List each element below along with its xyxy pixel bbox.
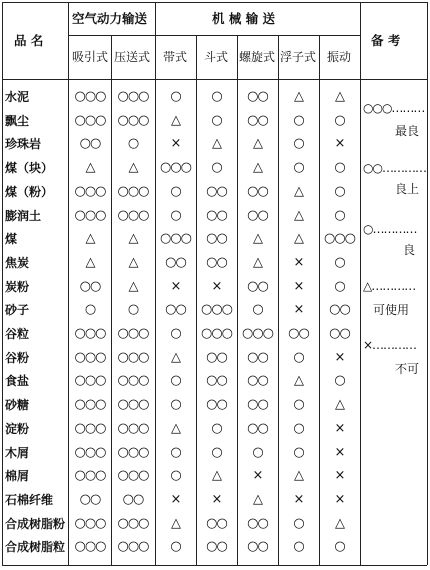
rating-cell: ○○○ [74, 397, 106, 413]
rating-cell: × [211, 491, 222, 507]
rating-cell: ○ [211, 420, 222, 436]
rating-cell: ○ [170, 444, 181, 460]
rating-cell: ○○ [247, 112, 268, 128]
rating-cell: △ [253, 254, 262, 270]
rating-cell: ○ [293, 160, 304, 176]
rating-cell: ○○○ [117, 515, 149, 531]
rating-cell: × [334, 420, 345, 436]
rating-cell: × [293, 278, 304, 294]
rating-cell: ○ [84, 302, 96, 318]
rating-cell: × [334, 491, 345, 507]
rating-cell: ○○ [206, 254, 227, 270]
rating-cell: ○○ [329, 326, 350, 341]
rating-cell: ○ [127, 136, 139, 152]
rating-cell: ○○ [247, 515, 268, 531]
rating-cell: ○○○ [74, 420, 106, 436]
rating-cell: △ [212, 468, 221, 484]
rating-cell: ○○ [247, 539, 268, 555]
rating-cell: ○○○ [117, 397, 149, 413]
rating-cell: ○○ [247, 89, 268, 104]
rating-cell: × [334, 444, 345, 460]
row-label: 珍珠岩 [5, 137, 42, 152]
legend-label-best: 最良 [395, 124, 420, 138]
rating-cell: ○ [170, 468, 181, 484]
rating-cell: ○○○ [323, 231, 356, 247]
rating-cell: ○○ [206, 349, 227, 365]
rating-cell: ○○ [247, 207, 268, 223]
rating-cell: ○○ [165, 254, 186, 270]
legend-label-good-plus: 良上 [395, 182, 420, 196]
rating-cell: △ [253, 231, 262, 247]
rule-left [2, 2, 3, 565]
rating-cell: × [334, 349, 345, 365]
rating-cell: ○ [293, 420, 304, 436]
row-label: 石棉纤维 [5, 492, 54, 507]
rating-cell: ○○○ [74, 515, 106, 531]
rating-cell: ○ [334, 254, 345, 270]
rating-cell: ○○○ [117, 539, 149, 555]
rating-cell: ○○ [247, 373, 268, 389]
legend-symbol-good-plus: ○○………… [363, 161, 426, 175]
rating-cell: × [293, 254, 304, 270]
rating-cell: ○○○ [159, 231, 192, 247]
rating-cell: ○ [170, 326, 181, 341]
rating-cell: ○ [170, 89, 181, 104]
rating-cell: × [252, 468, 263, 484]
rating-cell: ○ [334, 160, 345, 176]
rating-cell: △ [85, 160, 95, 176]
rating-cell: ○○ [288, 326, 309, 341]
rating-cell: △ [294, 373, 303, 389]
rule-header-bottom [2, 79, 427, 80]
rating-cell: ○ [293, 539, 304, 555]
rule-name-col [68, 2, 69, 565]
rating-cell: △ [294, 231, 303, 247]
header-remarks: 备 考 [371, 33, 401, 48]
rating-cell: ○○○ [74, 183, 106, 199]
rating-cell: ○○ [165, 302, 186, 318]
rating-cell: △ [253, 160, 262, 176]
rating-cell: ○○○ [117, 444, 149, 460]
rule-air-1 [111, 35, 112, 565]
legend-symbol-unusable: ×………… [363, 338, 417, 352]
rating-cell: ○ [252, 444, 263, 460]
rating-cell: ○ [334, 373, 345, 389]
row-label: 木屑 [5, 445, 30, 460]
rating-cell: ○ [170, 207, 181, 223]
rating-cell: ○ [170, 183, 181, 199]
rating-cell: △ [212, 136, 221, 152]
rating-cell: ○ [170, 397, 181, 413]
rating-cell: △ [335, 89, 344, 104]
rating-cell: ○○ [206, 515, 227, 531]
rating-cell: × [170, 136, 181, 152]
row-label: 谷粉 [5, 350, 30, 365]
rating-cell: ○○ [206, 207, 227, 223]
rating-cell: ○○○ [74, 326, 106, 341]
rating-cell: ○○ [206, 397, 227, 413]
row-label: 食盐 [5, 374, 30, 389]
rating-cell: ○○○ [241, 326, 274, 341]
rating-cell: △ [294, 183, 303, 199]
subheader-float: 浮子式 [280, 50, 317, 64]
rating-cell: × [170, 491, 181, 507]
rating-cell: ○○○ [74, 468, 106, 484]
rule-remarks [360, 2, 361, 565]
row-label: 煤 [5, 232, 18, 247]
rating-cell: ○ [252, 302, 263, 318]
row-label: 水泥 [5, 90, 30, 104]
rating-cell: × [211, 278, 222, 294]
header-air: 空气动力输送 [72, 11, 148, 26]
rating-cell: ○○ [247, 420, 268, 436]
rating-cell: × [170, 278, 181, 294]
rule-top [2, 2, 427, 3]
row-label: 砂糖 [5, 398, 30, 413]
row-label: 煤（粉） [5, 184, 54, 199]
rating-cell: ○ [293, 349, 304, 365]
rating-cell: ○○○ [117, 373, 149, 389]
rating-cell: △ [128, 278, 138, 294]
rating-cell: ○○○ [117, 183, 149, 199]
rating-cell: ○○ [206, 183, 227, 199]
rating-cell: ○○ [79, 491, 101, 507]
rating-cell: ○○ [79, 278, 101, 294]
row-label: 飘尘 [5, 113, 30, 128]
rating-cell: △ [253, 491, 262, 507]
rating-cell: ○ [293, 112, 304, 128]
rating-cell: ○○○ [117, 89, 149, 104]
rating-cell: ○ [334, 183, 345, 199]
rating-cell: ○○○ [117, 349, 149, 365]
rating-cell: ○ [334, 278, 345, 294]
rating-cell: △ [335, 397, 344, 413]
row-label: 膨润土 [5, 208, 42, 223]
subheader-screw: 螺旋式 [239, 50, 276, 64]
rule-right [427, 2, 428, 565]
rating-cell: ○ [293, 136, 304, 152]
rating-cell: ○ [211, 112, 222, 128]
row-label: 合成树脂粉 [5, 516, 66, 531]
rating-cell: △ [85, 254, 95, 270]
rating-cell: ○ [127, 302, 139, 318]
header-mech: 机 械 输 送 [212, 11, 276, 26]
rating-cell: △ [85, 231, 95, 247]
rating-cell: ○○ [206, 373, 227, 389]
rating-cell: ○○○ [74, 373, 106, 389]
rating-cell: ○○○ [117, 326, 149, 341]
row-label: 合成树脂粒 [5, 540, 66, 555]
rating-cell: △ [128, 231, 138, 247]
rating-cell: ○○○ [200, 326, 233, 341]
subheader-vibration: 振动 [327, 50, 352, 64]
rating-cell: ○○ [247, 183, 268, 199]
rating-cell: △ [253, 136, 262, 152]
rating-cell: △ [128, 254, 138, 270]
legend-symbol-best: ○○○……… [363, 101, 425, 115]
rating-cell: ○ [170, 539, 181, 555]
legend-symbol-usable: △………… [363, 279, 416, 293]
rating-cell: ○○○ [117, 207, 149, 223]
subheader-belt: 带式 [163, 50, 188, 64]
rating-cell: ○○○ [117, 468, 149, 484]
rating-cell: ○○ [206, 231, 227, 247]
rating-cell: ○ [211, 160, 222, 176]
legend-label-unusable: 不可 [395, 362, 420, 376]
row-label: 淀粉 [5, 421, 30, 436]
rating-cell: ○○ [329, 302, 350, 318]
rating-cell: ○○○ [74, 89, 106, 104]
rating-cell: × [334, 468, 345, 484]
rating-cell: ○○○ [200, 302, 233, 318]
rating-cell: ○ [170, 373, 181, 389]
rule-bottom [2, 565, 427, 566]
rating-cell: ○ [293, 444, 304, 460]
row-label: 煤（块） [5, 161, 54, 176]
rating-cell: ○○○ [117, 420, 149, 436]
subheader-bucket: 斗式 [204, 50, 229, 64]
rating-cell: △ [128, 160, 138, 176]
rating-cell: △ [171, 515, 180, 531]
rating-cell: ○○ [206, 539, 227, 555]
subheader-pressure: 压送式 [114, 50, 151, 64]
rating-cell: ○○ [79, 136, 101, 152]
row-label: 焦炭 [5, 255, 30, 270]
rating-cell: ○ [211, 444, 222, 460]
rating-cell: ○○○ [74, 207, 106, 223]
row-label: 谷粒 [5, 327, 30, 341]
rating-cell: ○○○ [74, 112, 106, 128]
row-label: 炭粉 [5, 279, 30, 294]
subheader-suction: 吸引式 [72, 50, 109, 64]
rating-cell: ○○ [247, 349, 268, 365]
rating-cell: ○ [334, 112, 345, 128]
rating-cell: ○○○ [74, 444, 106, 460]
rating-cell: × [293, 491, 304, 507]
legend-label-good: 良 [403, 243, 416, 257]
rating-cell: ○ [293, 515, 304, 531]
rating-cell: △ [171, 349, 180, 365]
legend-label-usable: 可使用 [373, 303, 410, 317]
rating-cell: × [293, 302, 304, 318]
rating-cell: ○ [293, 397, 304, 413]
header-name: 品 名 [14, 33, 44, 48]
rating-cell: △ [294, 468, 303, 484]
rating-cell: △ [294, 89, 303, 104]
rating-cell: ○ [334, 539, 345, 555]
rating-cell: △ [171, 112, 180, 128]
rating-cell: ○○ [122, 491, 144, 507]
rating-cell: ○ [334, 207, 345, 223]
rating-cell: △ [171, 420, 180, 436]
rating-cell: ○○ [247, 278, 268, 294]
rating-cell: ○○○ [74, 349, 106, 365]
rating-cell: ○○○ [117, 112, 149, 128]
row-label: 砂子 [5, 303, 30, 318]
rating-cell: × [334, 136, 345, 152]
rating-cell: ○○○ [74, 539, 106, 555]
rating-cell: ○○○ [159, 160, 192, 176]
rating-cell: ○ [211, 89, 222, 104]
rating-cell: ○○ [247, 397, 268, 413]
rating-cell: △ [335, 515, 344, 531]
row-label: 棉屑 [5, 469, 30, 484]
rating-cell: △ [294, 207, 303, 223]
legend-symbol-good: ○………… [363, 222, 417, 236]
